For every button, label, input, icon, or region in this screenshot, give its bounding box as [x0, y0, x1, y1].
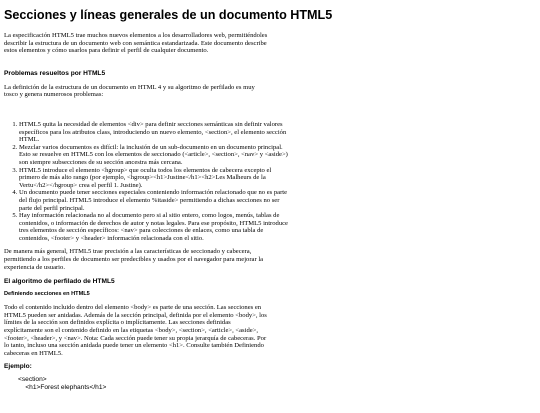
list-item: 5. Hay información relacionada no al documento pero si al sitio entero, como logos, menús, tablas de contenidos, o información de derechos de autor y notas legales. Para ese propósito, HTML5 introduce tres elementos de sección específicos: <nav> para colecciones de enlaces, como una tabla de contenidos, <footer> y <header> información relacionada con el sitio.	[19, 212, 289, 242]
intro-paragraph: La especificación HTML5 trae muchos nuevos elementos a los desarrolladores web, permitiéndoles describir la estructura de un documento web con semántica estandarizada. Este documento describe estos elementos y cómo usarlos para definir el perfil de cualquier documento.	[4, 32, 268, 55]
document-page	[0, 8, 536, 392]
list-item: 4. Un documento puede tener secciones especiales conteniendo información relacionado que no es parte del flujo principal. HTML5 introduce el elemento %itaside> permitiendo a dichas secciones no ser parte del perfil principal.	[19, 189, 289, 212]
algorithm-paragraph: Todo el contenido incluido dentro del elemento <body> es parte de una sección. Las secciones en HTML5 pueden ser anidadas. Además de la sección principal, definida por el elemento <body>, los límites de la sección son definidos explícita o implícitamente. Las secciones definidas explícitamente son el contenido definido en las etiquetas <body>, <section>, <article>, <aside>, <footer>, <header>, y <nav>. Nota: Cada sección puede tener su propia jerarquía de cabeceras. Por lo tanto, incluso una sección anidada puede tener un elemento <h1>. Consulte también Definiendo cabeceras en HTML5.	[4, 304, 267, 357]
list-item: 1. HTML5 quita la necesidad de elementos <div> para definir secciones semánticas sin definir valores específicos para los atributos class, introduciendo un nuevo elemento, <section>, el elemento sección HTML.	[19, 121, 289, 144]
example-label: Ejemplo:	[4, 363, 32, 371]
page-title: Secciones y líneas generales de un documento HTML5	[4, 8, 333, 22]
example-code: <section> <h1>Forest elephants</h1>	[18, 376, 107, 392]
problems-paragraph: La definición de la estructura de un documento en HTML 4 y su algoritmo de perfilado es muy tosco y genera numerosos problemas:	[4, 83, 255, 99]
algorithm-heading: El algoritmo de perfilado de HTML5	[4, 278, 115, 286]
problems-list	[4, 121, 289, 243]
problems-closing: De manera más general, HTML5 trae precisión a las características de seccionado y cabecera, permitiendo a los perfiles de documento ser predecibles y usados por el navegador para mejorar la experiencia de usuario.	[4, 248, 264, 271]
list-item: 3. HTML5 introduce el elemento <hgroup> que oculta todos los elementos de cabecera excepto el primero de más alto rango (por ejemplo, <hgroup><h1>Justine</h1><h2>Les Malheurs de la Vertu</h2></hgroup> crea el perfil 1. Justine).	[19, 167, 289, 190]
sections-subheading: Definiendo secciones en HTML5	[4, 291, 90, 298]
list-item: 2. Mezclar varios documentos es difícil: la inclusión de un sub-documento en un documento principal. Esto se resuelve en HTML5 con los elementos de seccionado (<article>, <section>, <nav> y <aside>) son siempre subsecciones de su sección ancestra más cercana.	[19, 144, 289, 167]
problems-heading: Problemas resueltos por HTML5	[4, 69, 106, 77]
